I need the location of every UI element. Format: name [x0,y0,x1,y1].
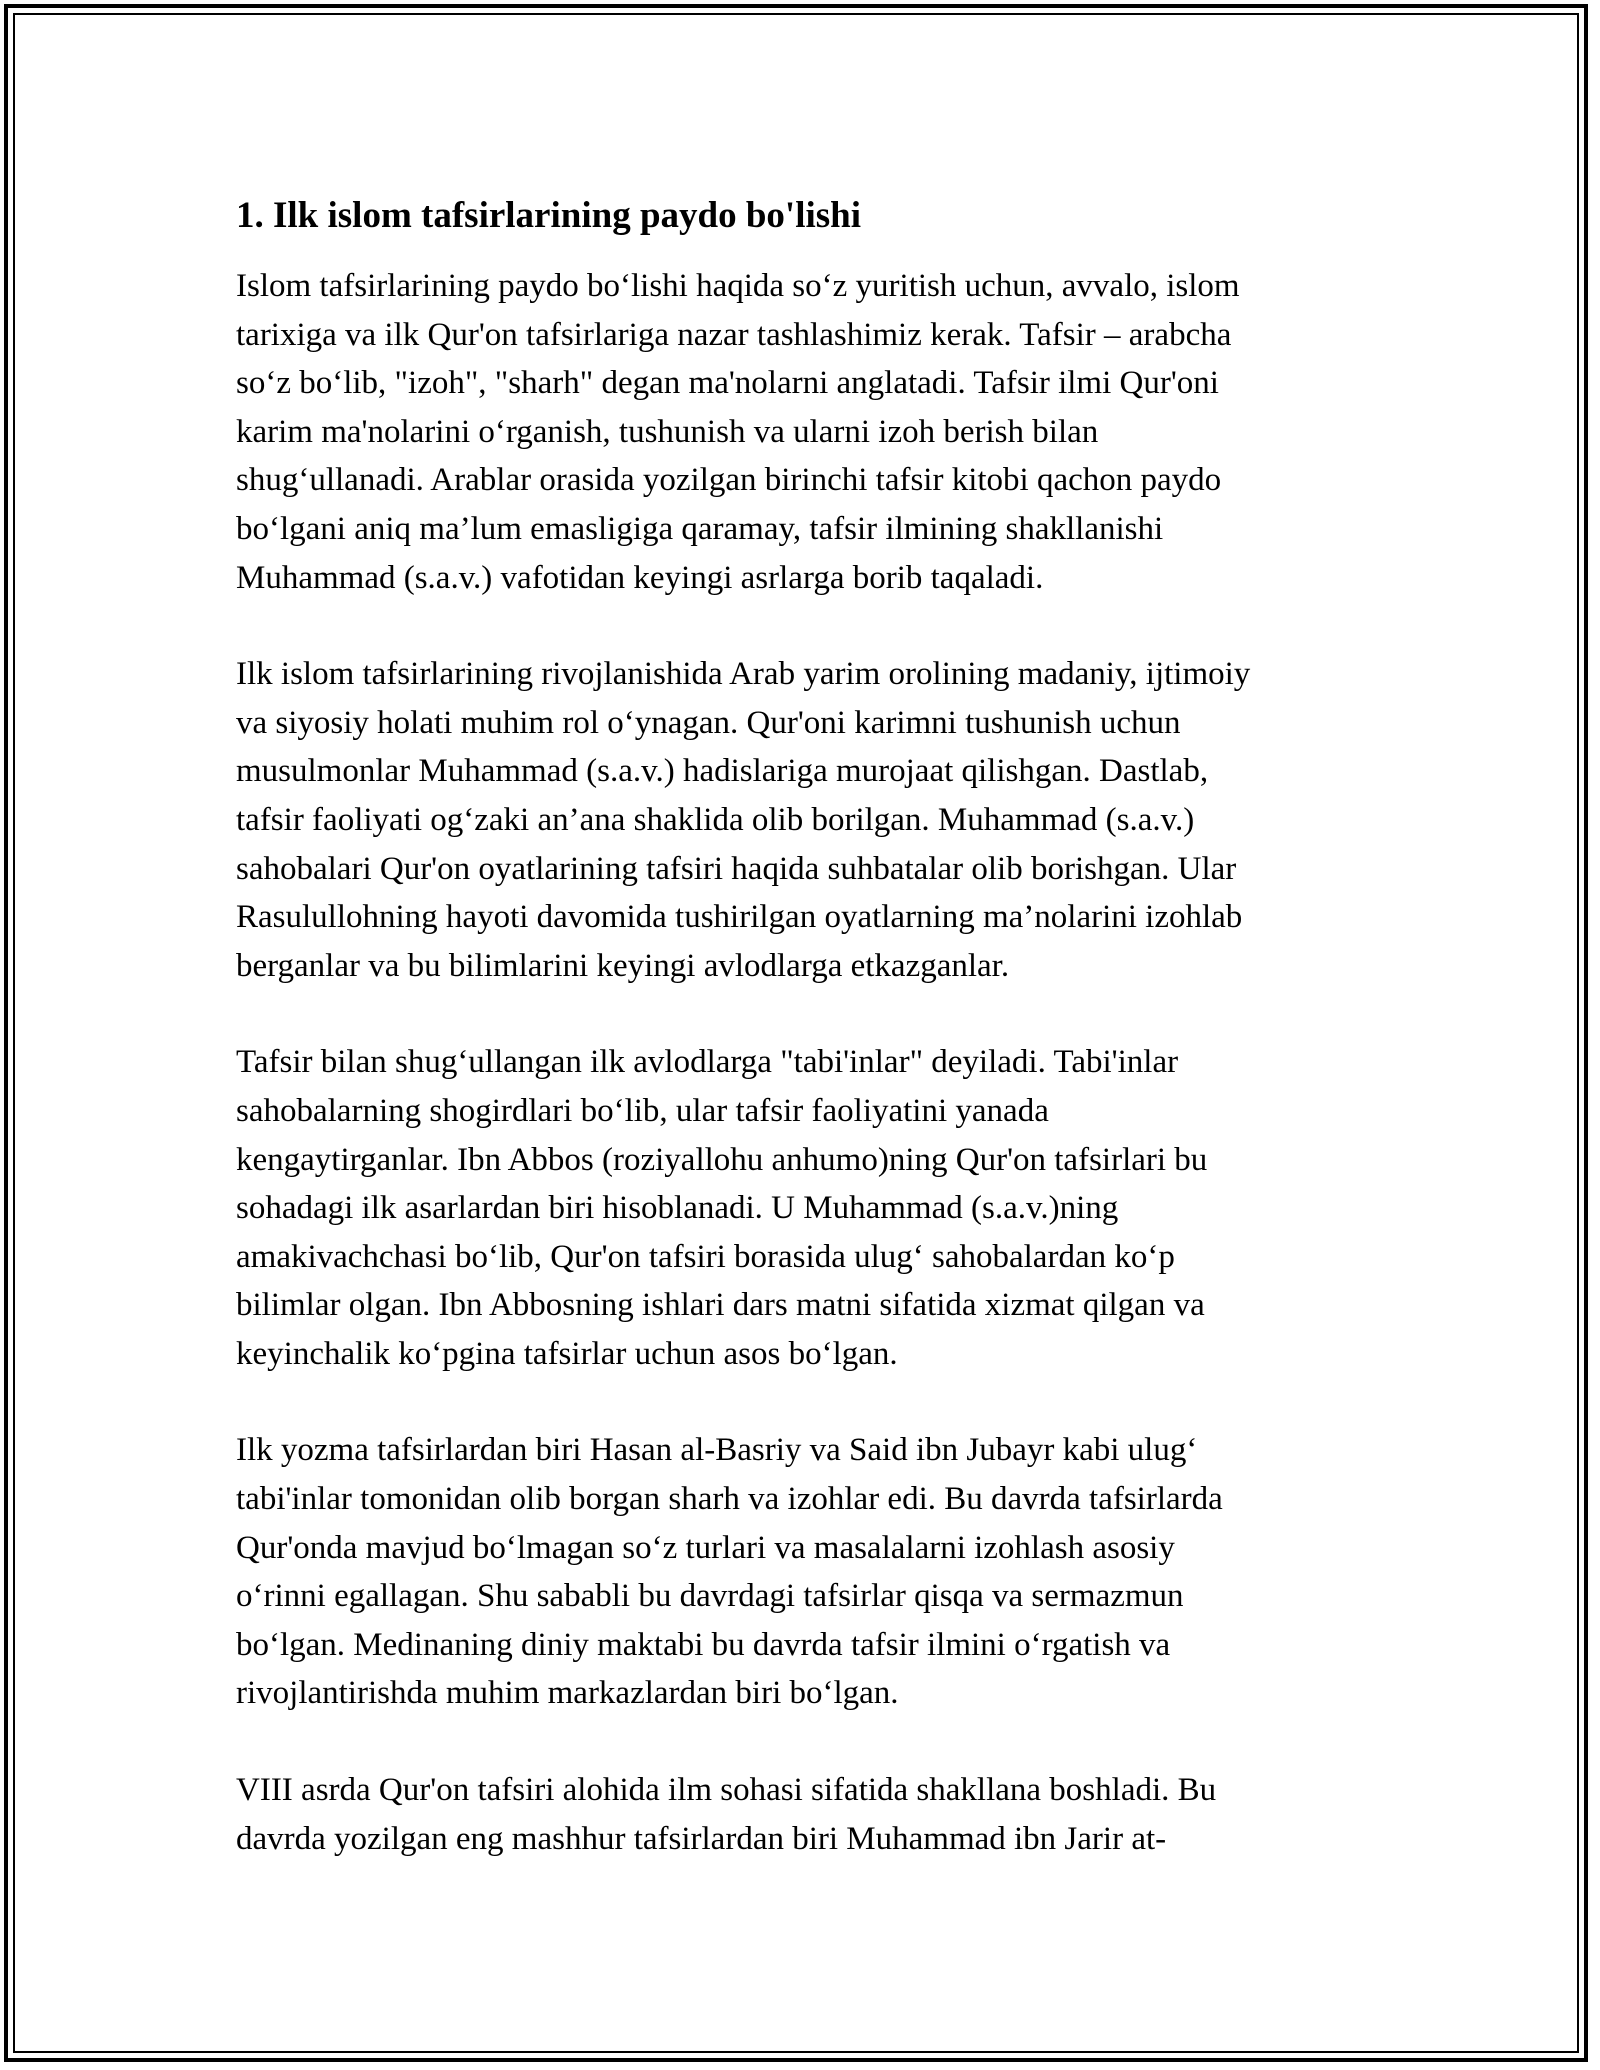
paragraph-4: Ilk yozma tafsirlardan biri Hasan al-Basriy va Said ibn Jubayr kabi ulug‘ tabi'inlar tomonidan olib borgan sharh va izohlar edi. Bu davrda tafsirlarda Qur'onda mavjud bo‘lmagan so‘z turlari va masalalarni izohlash asosiy o‘rinni egallagan. Shu sababli bu davrdagi tafsirlar qisqa va sermazmun bo‘lgan. Medinaning diniy maktabi bu davrda tafsir ilmini o‘rgatish va rivojlantirishda muhim markazlardan biri bo‘lgan. [236,1432,1223,1712]
paragraph-3: Tafsir bilan shug‘ullangan ilk avlodlarga "tabi'inlar" deyiladi. Tabi'inlar sahobalarning shogirdlari bo‘lib, ular tafsir faoliyatini yanada kengaytirganlar. Ibn Abbos (roziyallohu anhumo)ning Qur'on tafsirlari bu sohadagi ilk asarlardan biri hisoblanadi. U Muhammad (s.a.v.)ning amakivachchasi bo‘lib, Qur'on tafsiri borasida ulug‘ sahobalardan ko‘p bilimlar olgan. Ibn Abbosning ishlari dars matni sifatida xizmat qilgan va keyinchalik ko‘pgina tafsirlar uchun asos bo‘lgan. [236,1044,1208,1372]
paragraph-5: VIII asrda Qur'on tafsiri alohida ilm sohasi sifatida shakllana boshladi. Bu davrda yozilgan eng mashhur tafsirlardan biri Muhammad ibn Jarir at- [236,1772,1217,1857]
document-body [236,180,1386,1911]
paragraph-2: Ilk islom tafsirlarining rivojlanishida Arab yarim orolining madaniy, ijtimoiy va siyosiy holati muhim rol o‘ynagan. Qur'oni karimni tushunish uchun musulmonlar Muhammad (s.a.v.) hadislariga murojaat qilishgan. Dastlab, tafsir faoliyati og‘zaki an’ana shaklida olib borilgan. Muhammad (s.a.v.) sahobalari Qur'on oyatlarining tafsiri haqida suhbatalar olib borishgan. Ular Rasulullohning hayoti davomida tushirilgan oyatlarning ma’nolarini izohlab berganlar va bu bilimlarini keyingi avlodlarga etkazganlar. [236,656,1251,984]
paragraph-1: Islom tafsirlarining paydo bo‘lishi haqida so‘z yuritish uchun, avvalo, islom tarixiga va ilk Qur'on tafsirlariga nazar tashlashimiz kerak. Tafsir – arabcha so‘z bo‘lib, "izoh", "sharh" degan ma'nolarni anglatadi. Tafsir ilmi Qur'oni karim ma'nolarini o‘rganish, tushunish va ularni izoh berish bilan shug‘ullanadi. Arablar orasida yozilgan birinchi tafsir kitobi qachon paydo bo‘lgani aniq ma’lum emasligiga qaramay, tafsir ilmining shakllanishi Muhammad (s.a.v.) vafotidan keyingi asrlarga borib taqaladi. [236,268,1240,596]
section-heading: 1. Ilk islom tafsirlarining paydo bo'lishi [236,195,862,236]
